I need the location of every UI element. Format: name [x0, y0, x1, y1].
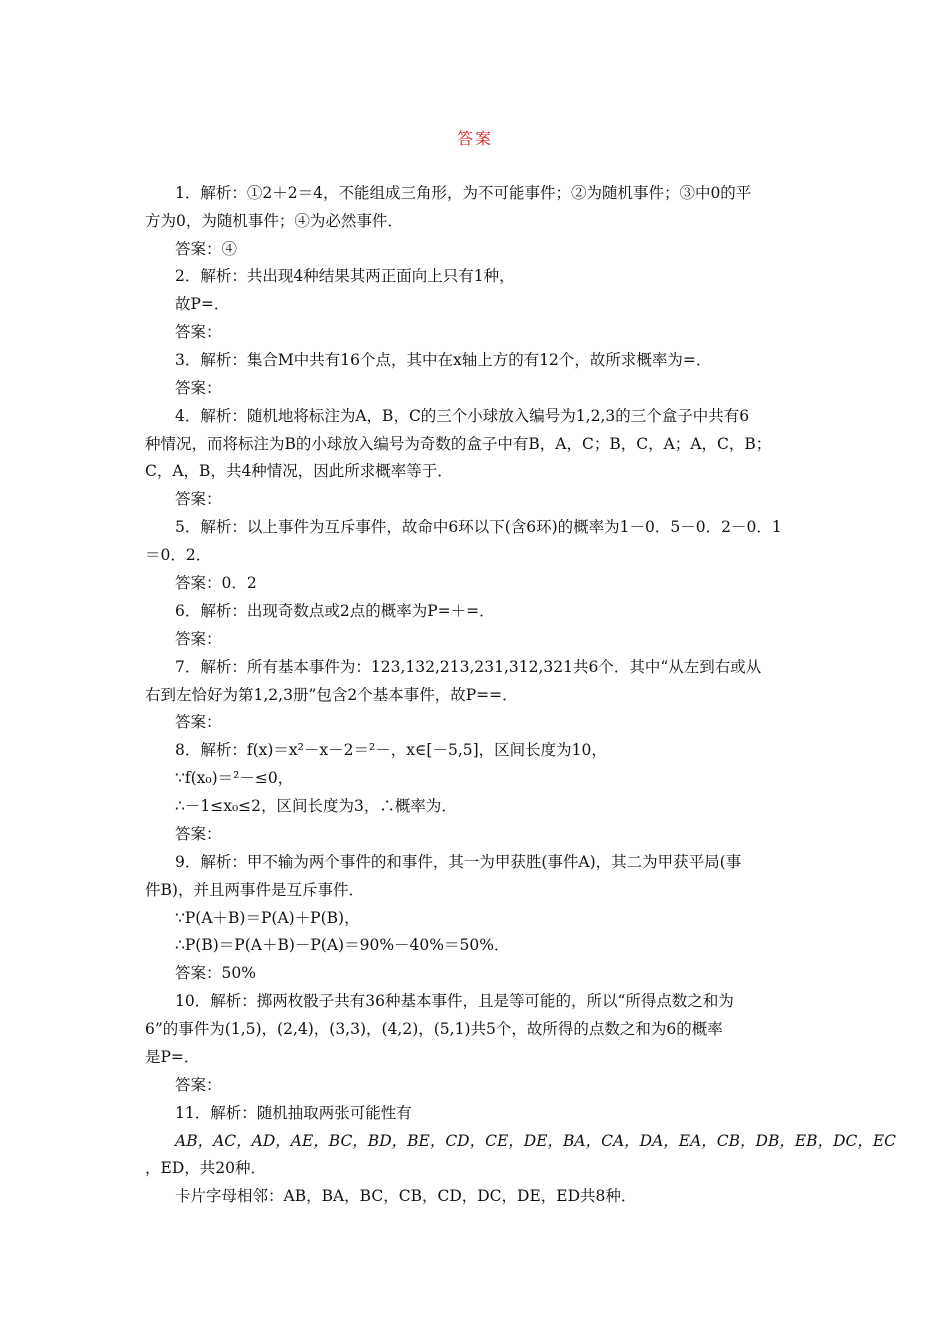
text-line: ∴P(B)＝P(A＋B)－P(A)＝90%－40%＝50%．: [175, 936, 510, 954]
page-title: 答案: [456, 129, 493, 148]
text-line: ∴－1≤x₀≤2，区间长度为3，∴概率为．: [175, 797, 457, 815]
text-line: ∵P(A＋B)＝P(A)＋P(B)，: [175, 909, 360, 927]
text-line: 答案：: [175, 630, 222, 648]
text-line: 4．解析：随机地将标注为A，B，C的三个小球放入编号为1,2,3的三个盒子中共有6: [175, 407, 750, 425]
text-line: 答案：: [175, 1076, 222, 1094]
text-line: 答案：: [175, 323, 222, 341]
text-line: 故P=．: [175, 295, 230, 313]
text-line: 5．解析：以上事件为互斥事件，故命中6环以下(含6环)的概率为1－0．5－0．2－0．1: [175, 518, 782, 536]
text-line: ∵f(x₀)＝²－≤0，: [175, 769, 294, 787]
text-line: 答案：: [175, 825, 222, 843]
text-line: 3．解析：集合M中共有16个点，其中在x轴上方的有12个，故所求概率为=．: [175, 351, 712, 369]
text-line: C，A，B，共4种情况，因此所求概率等于．: [145, 462, 453, 480]
text-line: 种情况，而将标注为B的小球放入编号为奇数的盒子中有B，A，C；B，C，A；A，C，B；: [145, 435, 772, 453]
text-line: 右到左恰好为第1,2,3册”包含2个基本事件，故P==．: [145, 686, 518, 704]
text-line: 10．解析：掷两枚骰子共有36种基本事件，且是等可能的，所以“所得点数之和为: [175, 992, 734, 1010]
text-line: 7．解析：所有基本事件为：123,132,213,231,312,321共6个．其中“从左到右或从: [175, 658, 762, 676]
text-line: 2．解析：共出现4种结果其两正面向上只有1种，: [175, 267, 515, 285]
text-line: 方为0，为随机事件；④为必然事件．: [145, 212, 403, 230]
text-line: 件B)，并且两事件是互斥事件．: [145, 881, 364, 899]
text-line: 答案：: [175, 490, 222, 508]
text-line: 是P=．: [145, 1048, 200, 1066]
text-line: 9．解析：甲不输为两个事件的和事件，其一为甲获胜(事件A)，其二为甲获平局(事: [175, 853, 742, 871]
text-line: 答案：0．2: [175, 574, 257, 592]
text-line: ＝0．2．: [145, 546, 212, 564]
text-line: 8．解析：f(x)＝x²－x－2＝²－，x∈[－5,5]，区间长度为10，: [175, 741, 607, 759]
text-line: 11．解析：随机抽取两张可能性有: [175, 1104, 412, 1122]
text-line: 1．解析：①2＋2＝4，不能组成三角形，为不可能事件；②为随机事件；③中0的平: [175, 184, 752, 202]
text-line: 答案：: [175, 379, 222, 397]
text-line: 答案：④: [175, 240, 238, 258]
text-line: 卡片字母相邻：AB，BA，BC，CB，CD，DC，DE，ED共8种．: [175, 1187, 637, 1205]
text-line: 6．解析：出现奇数点或2点的概率为P=＋=．: [175, 602, 495, 620]
text-line: 答案：50%: [175, 964, 256, 982]
text-line: AB，AC，AD，AE，BC，BD，BE，CD，CE，DE，BA，CA，DA，EA，CB，DB，EB，DC，EC: [175, 1132, 897, 1150]
text-line: 6”的事件为(1,5)，(2,4)，(3,3)，(4,2)，(5,1)共5个，故所得的点数之和为6的概率: [145, 1020, 723, 1038]
text-line: 答案：: [175, 713, 222, 731]
text-line: ，ED，共20种．: [145, 1159, 266, 1177]
